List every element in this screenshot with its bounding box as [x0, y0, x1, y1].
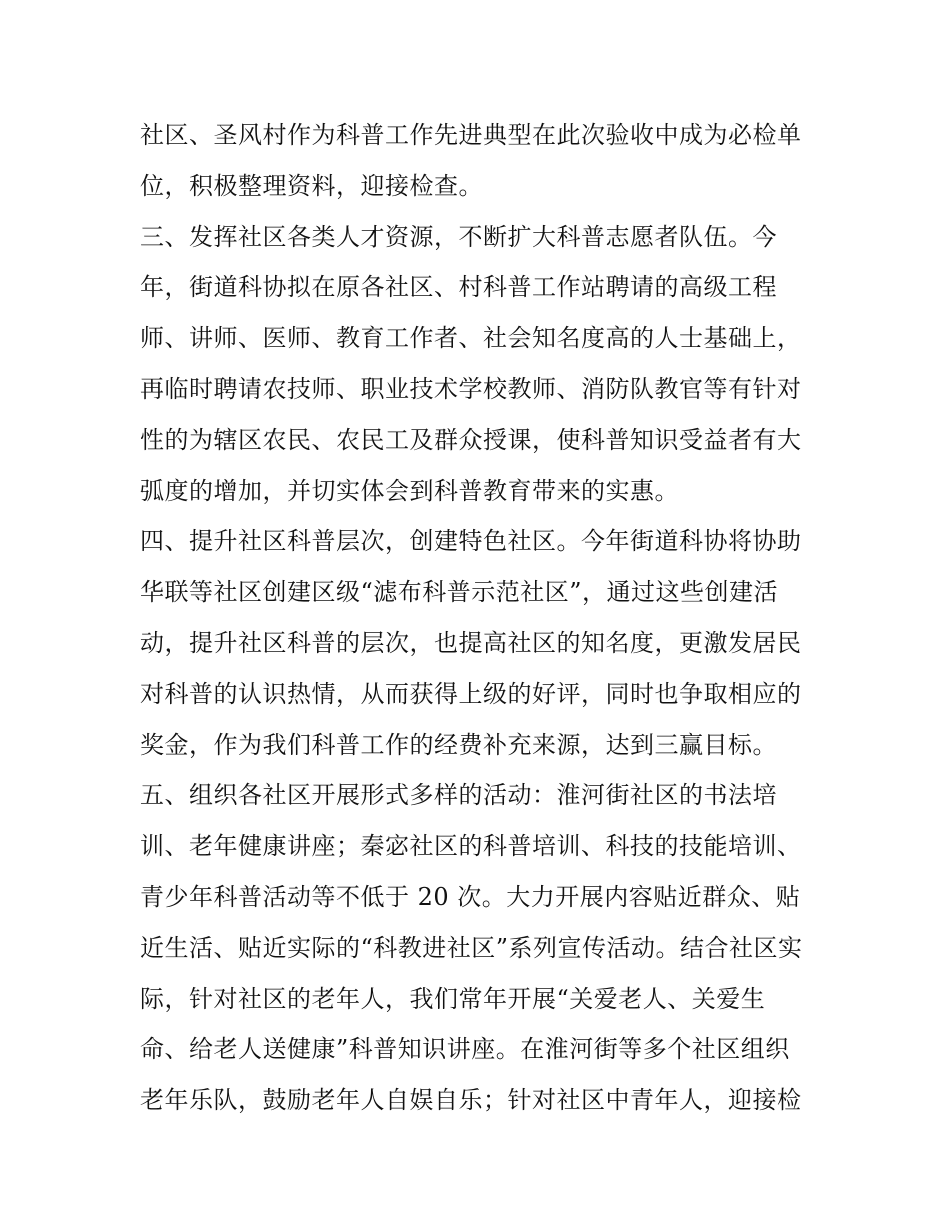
text-line: 师、讲师、医师、教育工作者、社会知名度高的人士基础上， [140, 324, 802, 353]
text-line: 社区、圣风村作为科普工作先进典型在此次验收中成为必检单 [140, 121, 802, 149]
text-line: 老年乐队，鼓励老年人自娱自乐；针对社区中青年人，迎接检 [140, 1086, 802, 1115]
text-line: 三、发挥社区各类人才资源，不断扩大科普志愿者队伍。今 [140, 222, 777, 251]
text-line: 位，积极整理资料，迎接检查。 [140, 171, 483, 200]
text-line: 年，街道科协拟在原各社区、村科普工作站聘请的高级工程 [140, 273, 777, 302]
text-line: 训、老年健康讲座；秦宓社区的科普培训、科技的技能培训、 [140, 832, 802, 861]
text-line: 再临时聘请农技师、职业技术学校教师、消防队教官等有针对 [140, 374, 802, 403]
text-line: 奖金，作为我们科普工作的经费补充来源，达到三赢目标。 [140, 730, 777, 759]
text-line: 华联等社区创建区级“滤布科普示范社区”，通过这些创建活 [140, 578, 779, 607]
text-line: 青少年科普活动等不低于 20 次。大力开展内容贴近群众、贴 [140, 882, 801, 911]
text-line: 际，针对社区的老年人，我们常年开展“关爱老人、关爱生 [140, 984, 766, 1013]
text-line: 五、组织各社区开展形式多样的活动：淮河街社区的书法培 [140, 781, 777, 810]
body-text [140, 110, 830, 1126]
text-line: 对科普的认识热情，从而获得上级的好评，同时也争取相应的 [140, 679, 802, 708]
text-line: 命、给老人送健康”科普知识讲座。在淮河街等多个社区组织 [140, 1035, 790, 1064]
text-line: 弧度的增加，并切实体会到科普教育带来的实惠。 [140, 476, 679, 505]
text-line: 性的为辖区农民、农民工及群众授课，使科普知识受益者有大 [140, 425, 802, 454]
text-line: 四、提升社区科普层次，创建特色社区。今年街道科协将协助 [140, 527, 802, 556]
text-line: 动，提升社区科普的层次，也提高社区的知名度，更激发居民 [140, 628, 802, 657]
text-line: 近生活、贴近实际的“科教进社区”系列宣传活动。结合社区实 [140, 933, 803, 962]
